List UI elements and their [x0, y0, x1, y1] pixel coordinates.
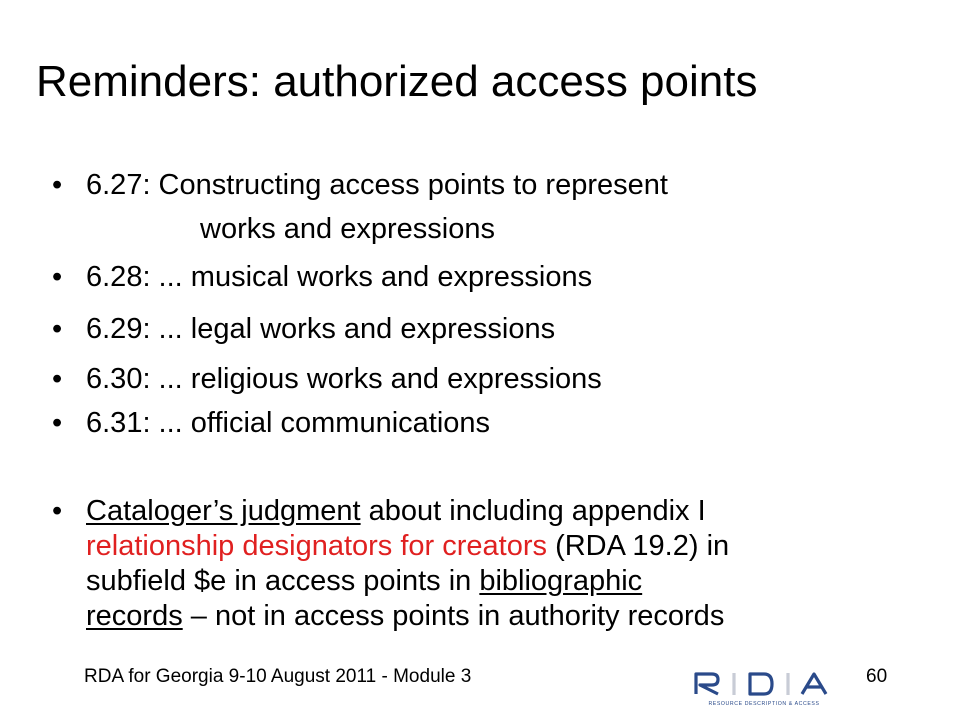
underlined-term: Cataloger’s judgment: [86, 495, 361, 527]
rda-logo-letters: [696, 673, 826, 695]
underlined-term: bibliographic: [479, 565, 643, 597]
paragraph-line: [86, 529, 936, 564]
underlined-term: records: [86, 600, 183, 632]
page-number: 60: [866, 666, 888, 687]
paragraph-text: (RDA 19.2) in: [547, 530, 730, 562]
bullet-continuation: works and expressions: [200, 213, 495, 245]
bullet-icon: •: [52, 169, 63, 201]
paragraph-text: subfield $e in access points in: [86, 565, 480, 597]
paragraph-line: [86, 564, 936, 599]
slide-title: Reminders: authorized access points: [36, 57, 758, 106]
bullet-icon: •: [52, 407, 63, 439]
bullet-icon: •: [52, 495, 63, 527]
paragraph-text: about including appendix I: [360, 495, 706, 527]
bullet-text: 6.28: ... musical works and expressions: [86, 261, 593, 293]
rda-logo: [690, 664, 838, 708]
bullet-text: 6.31: ... official communications: [86, 407, 491, 439]
footer-text: RDA for Georgia 9-10 August 2011 - Module 3: [84, 666, 472, 687]
bullet-text: 6.30: ... religious works and expressions: [86, 363, 602, 395]
bullet-text: 6.27: Constructing access points to represent: [86, 169, 668, 201]
bullet-icon: •: [52, 363, 63, 395]
paragraph-line: [86, 494, 936, 529]
highlighted-term: relationship designators for creators: [86, 530, 548, 562]
paragraph-line: [86, 599, 936, 634]
bullet-text: 6.29: ... legal works and expressions: [86, 313, 556, 345]
rda-logo-tagline: RESOURCE DESCRIPTION & ACCESS: [708, 701, 820, 707]
paragraph-text: – not in access points in authority records: [182, 600, 725, 632]
bullet-icon: •: [52, 313, 63, 345]
bullet-icon: •: [52, 261, 63, 293]
